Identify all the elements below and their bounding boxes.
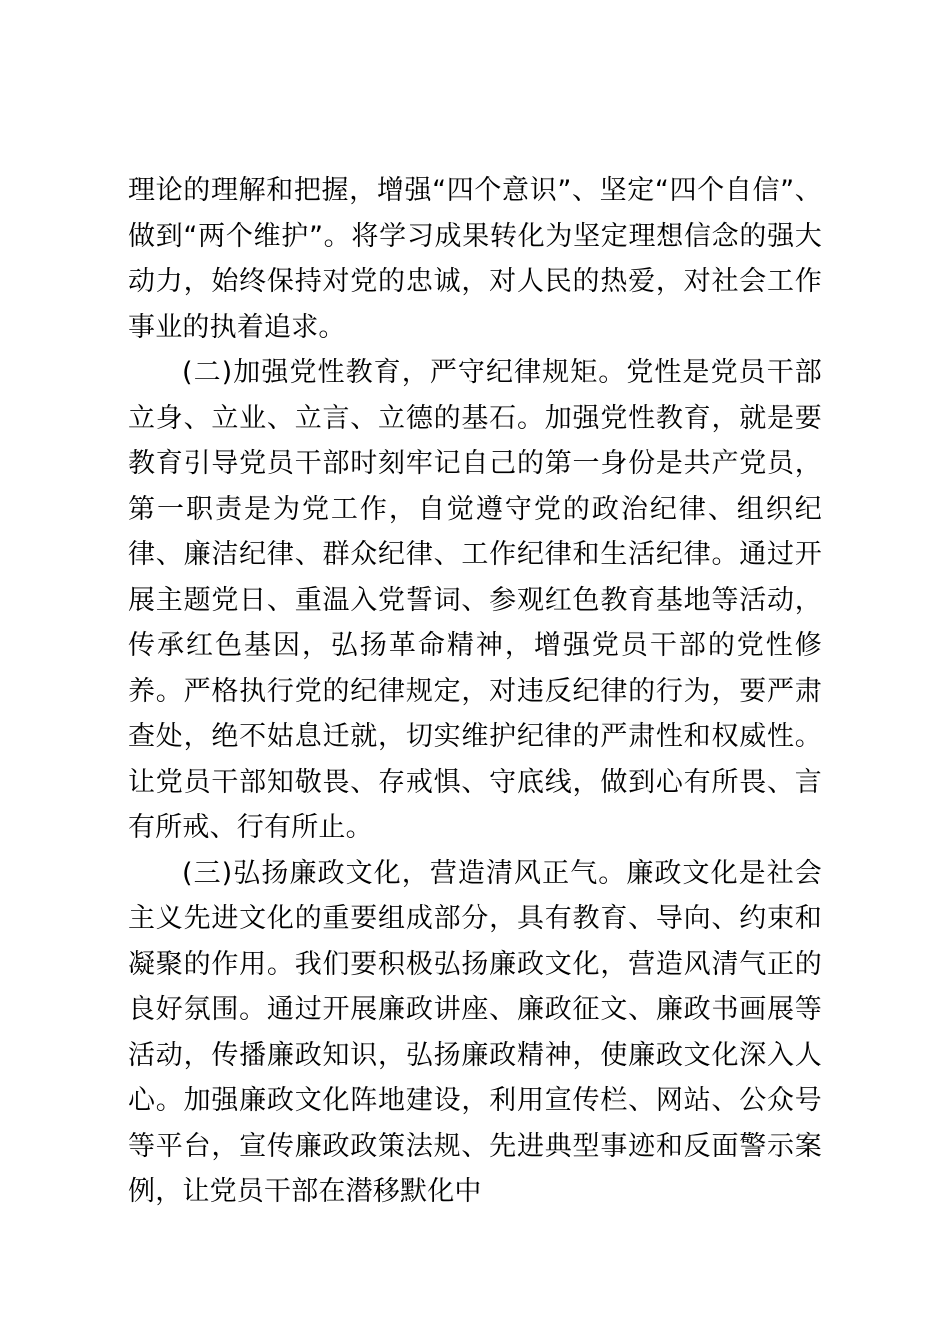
- paragraph-section-three: (三)弘扬廉政文化，营造清风正气。廉政文化是社会主义先进文化的重要组成部分，具有教育、导向、约束和凝聚的作用。我们要积极弘扬廉政文化，营造风清气正的良好氛围。通过开展廉政讲座、廉政征文、廉政书画展等活动，传播廉政知识，弘扬廉政精神，使廉政文化深入人心。加强廉政文化阵地建设，利用宣传栏、网站、公众号等平台，宣传廉政政策法规、先进典型事迹和反面警示案例，让党员干部在潜移默化中: [128, 857, 822, 1207]
- document-body: [128, 168, 822, 1215]
- paragraph-continuation: 理论的理解和把握，增强“四个意识”、坚定“四个自信”、做到“两个维护”。将学习成果转化为坚定理想信念的强大动力，始终保持对党的忠诚，对人民的热爱，对社会工作事业的执着追求。: [128, 175, 822, 343]
- paragraph-section-two: (二)加强党性教育，严守纪律规矩。党性是党员干部立身、立业、立言、立德的基石。加强党性教育，就是要教育引导党员干部时刻牢记自己的第一身份是共产党员，第一职责是为党工作，自觉遵守党的政治纪律、组织纪律、廉洁纪律、群众纪律、工作纪律和生活纪律。通过开展主题党日、重温入党誓词、参观红色教育基地等活动，传承红色基因，弘扬革命精神，增强党员干部的党性修养。严格执行党的纪律规定，对违反纪律的行为，要严肃查处，绝不姑息迁就，切实维护纪律的严肃性和权威性。让党员干部知敬畏、存戒惧、守底线，做到心有所畏、言有所戒、行有所止。: [128, 357, 822, 843]
